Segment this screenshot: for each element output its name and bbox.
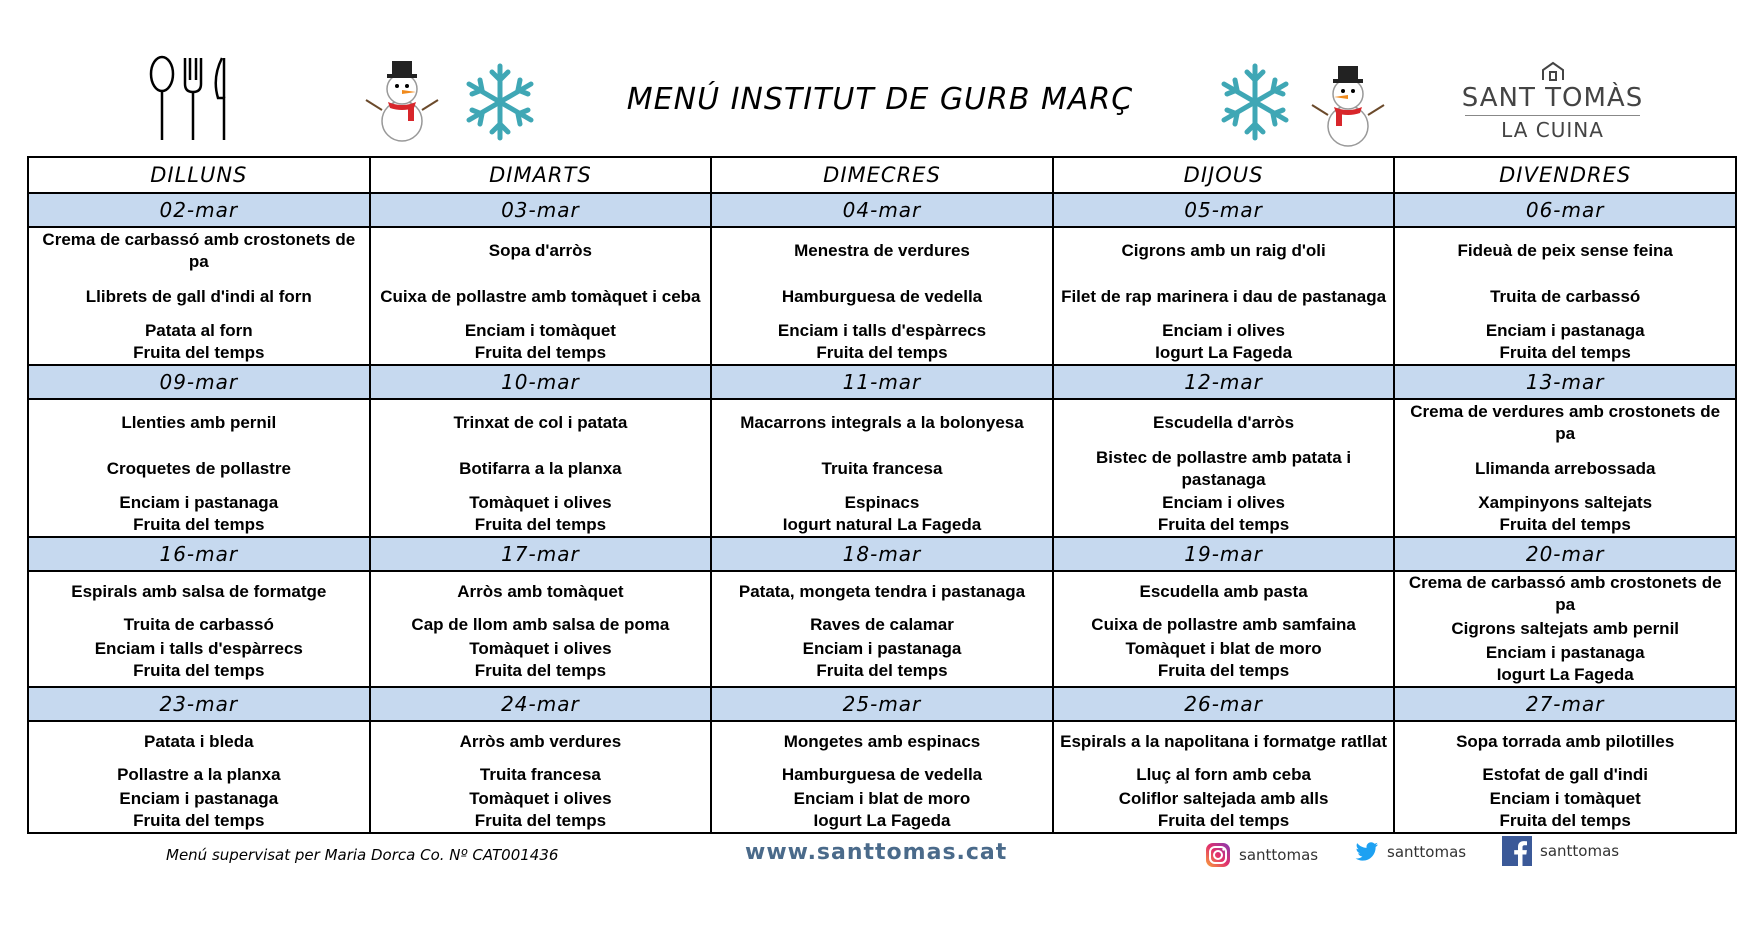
dish-d4: Fruita del temps bbox=[816, 661, 948, 680]
dish-d1: Sopa torrada amb pilotilles bbox=[1456, 732, 1675, 751]
dish-d2: Pollastre a la planxa bbox=[117, 765, 281, 784]
snowflake-icon bbox=[1215, 62, 1295, 142]
meal-cell bbox=[711, 399, 1053, 537]
supervision-note: Menú supervisat per Maria Dorca Co. Nº CAT001436 bbox=[166, 846, 559, 864]
date-cell: 27-mar bbox=[1394, 687, 1736, 721]
twitter-icon bbox=[1355, 842, 1379, 862]
dish-d4: Fruita del temps bbox=[474, 811, 607, 830]
meal-cell bbox=[711, 571, 1053, 687]
instagram-link[interactable] bbox=[1205, 842, 1318, 868]
dish-d3: Tomàquet i olives bbox=[469, 639, 612, 658]
dish-d1: Trinxat de col i patata bbox=[453, 413, 628, 432]
meal-cell bbox=[28, 571, 370, 687]
dish-d2: Hamburguesa de vedella bbox=[781, 287, 983, 306]
day-header: DIVENDRES bbox=[1394, 157, 1736, 193]
brand-name: SANT TOMÀS bbox=[1461, 83, 1644, 113]
dish-d1: Cigrons amb un raig d'oli bbox=[1121, 241, 1326, 260]
dish-d3: Enciam i blat de moro bbox=[793, 789, 971, 808]
dish-d3: Enciam i olives bbox=[1162, 493, 1285, 512]
dish-d1: Espirals amb salsa de formatge bbox=[71, 582, 327, 601]
instagram-handle: santtomas bbox=[1239, 846, 1319, 864]
meal-cell bbox=[370, 721, 712, 833]
date-cell: 23-mar bbox=[28, 687, 370, 721]
dish-d1: Llenties amb pernil bbox=[121, 413, 277, 432]
brand-logo bbox=[1455, 55, 1650, 145]
dish-d4: Iogurt La Fageda bbox=[813, 811, 951, 830]
dish-d2: Filet de rap marinera i dau de pastanaga bbox=[1061, 287, 1387, 306]
dish-d1: Arròs amb tomàquet bbox=[457, 582, 624, 601]
dish-d1: Arròs amb verdures bbox=[459, 732, 622, 751]
brand-divider bbox=[1465, 115, 1640, 116]
twitter-handle: santtomas bbox=[1387, 843, 1467, 861]
dish-d1: Crema de carbassó amb crostonets de pa bbox=[42, 230, 356, 271]
meal-cell bbox=[1053, 571, 1395, 687]
dish-d2: Estofat de gall d'indi bbox=[1482, 765, 1648, 784]
meal-cell bbox=[1394, 721, 1736, 833]
dish-d1: Sopa d'arròs bbox=[488, 241, 593, 260]
dish-d3: Enciam i tomàquet bbox=[1489, 789, 1641, 808]
meal-row bbox=[28, 571, 1736, 687]
instagram-icon bbox=[1205, 842, 1231, 868]
dish-d3: Tomàquet i olives bbox=[469, 789, 612, 808]
dish-d3: Xampinyons saltejats bbox=[1478, 493, 1653, 512]
dish-d4: Iogurt La Fageda bbox=[1496, 665, 1634, 684]
date-cell: 19-mar bbox=[1053, 537, 1395, 571]
dish-d2: Botifarra a la planxa bbox=[459, 459, 622, 478]
dish-d2: Hamburguesa de vedella bbox=[781, 765, 983, 784]
date-cell: 26-mar bbox=[1053, 687, 1395, 721]
dish-d2: Raves de calamar bbox=[810, 615, 954, 634]
dish-d2: Croquetes de pollastre bbox=[106, 459, 291, 478]
day-header-row bbox=[28, 157, 1736, 193]
date-cell: 03-mar bbox=[370, 193, 712, 227]
dish-d2: Truita francesa bbox=[821, 459, 943, 478]
dish-d1: Espirals a la napolitana i formatge ratllat bbox=[1060, 732, 1388, 751]
meal-row bbox=[28, 399, 1736, 537]
dish-d2: Bistec de pollastre amb patata i pastanaga bbox=[1096, 448, 1352, 489]
dish-d2: Truita de carbassó bbox=[123, 615, 274, 634]
dish-d4: Fruita del temps bbox=[474, 661, 607, 680]
meal-row bbox=[28, 227, 1736, 365]
dish-d2: Truita francesa bbox=[479, 765, 601, 784]
dish-d4: Fruita del temps bbox=[1499, 811, 1631, 830]
dish-d3: Patata al forn bbox=[144, 321, 253, 340]
cutlery-icon bbox=[140, 50, 255, 145]
date-row bbox=[28, 193, 1736, 227]
meal-cell bbox=[1394, 399, 1736, 537]
dish-d2: Lluç al forn amb ceba bbox=[1136, 765, 1311, 784]
meal-cell bbox=[1053, 721, 1395, 833]
dish-d3: Enciam i pastanaga bbox=[1485, 643, 1645, 662]
meal-cell bbox=[28, 227, 370, 365]
date-row bbox=[28, 687, 1736, 721]
facebook-icon bbox=[1502, 836, 1532, 866]
twitter-link[interactable] bbox=[1355, 842, 1466, 862]
dish-d4: Fruita del temps bbox=[1157, 811, 1290, 830]
date-row bbox=[28, 537, 1736, 571]
dish-d3: Tomàquet i olives bbox=[469, 493, 612, 512]
dish-d4: Fruita del temps bbox=[1157, 661, 1290, 680]
dish-d1: Macarrons integrals a la bolonyesa bbox=[740, 413, 1024, 432]
dish-d4: Fruita del temps bbox=[133, 811, 265, 830]
date-cell: 02-mar bbox=[28, 193, 370, 227]
dish-d3: Enciam i talls d'espàrrecs bbox=[94, 639, 303, 658]
meal-cell bbox=[1394, 227, 1736, 365]
meal-cell bbox=[28, 721, 370, 833]
dish-d1: Patata, mongeta tendra i pastanaga bbox=[738, 582, 1026, 601]
day-header: DIMECRES bbox=[711, 157, 1053, 193]
dish-d3: Tomàquet i blat de moro bbox=[1125, 639, 1322, 658]
dish-d1: Patata i bleda bbox=[143, 732, 254, 751]
date-cell: 17-mar bbox=[370, 537, 712, 571]
dish-d1: Crema de verdures amb crostonets de pa bbox=[1410, 402, 1721, 443]
menu-table bbox=[27, 156, 1737, 834]
date-cell: 20-mar bbox=[1394, 537, 1736, 571]
dish-d4: Fruita del temps bbox=[133, 343, 265, 362]
date-cell: 25-mar bbox=[711, 687, 1053, 721]
house-roof-icon bbox=[1541, 61, 1565, 81]
dish-d1: Crema de carbassó amb crostonets de pa bbox=[1408, 573, 1722, 614]
dish-d1: Mongetes amb espinacs bbox=[783, 732, 981, 751]
date-cell: 24-mar bbox=[370, 687, 712, 721]
date-cell: 09-mar bbox=[28, 365, 370, 399]
day-header: DIJOUS bbox=[1053, 157, 1395, 193]
date-cell: 18-mar bbox=[711, 537, 1053, 571]
dish-d4: Iogurt natural La Fageda bbox=[782, 515, 982, 534]
dish-d2: Llimanda arrebossada bbox=[1474, 459, 1656, 478]
dish-d1: Fideuà de peix sense feina bbox=[1457, 241, 1673, 260]
meal-cell bbox=[711, 721, 1053, 833]
dish-d2: Cuixa de pollastre amb samfaina bbox=[1091, 615, 1356, 634]
day-header: DILLUNS bbox=[28, 157, 370, 193]
dish-d4: Fruita del temps bbox=[474, 343, 607, 362]
date-cell: 13-mar bbox=[1394, 365, 1736, 399]
website-link[interactable]: www.santtomas.cat bbox=[745, 840, 1008, 865]
date-row bbox=[28, 365, 1736, 399]
dish-d3: Enciam i tomàquet bbox=[464, 321, 616, 340]
dish-d3: Enciam i talls d'espàrrecs bbox=[777, 321, 987, 340]
date-cell: 10-mar bbox=[370, 365, 712, 399]
snowman-icon bbox=[1308, 60, 1388, 150]
dish-d2: Truita de carbassó bbox=[1490, 287, 1641, 306]
dish-d4: Fruita del temps bbox=[1499, 515, 1631, 534]
meal-cell bbox=[370, 399, 712, 537]
meal-cell bbox=[1394, 571, 1736, 687]
meal-cell bbox=[370, 227, 712, 365]
dish-d3: Enciam i olives bbox=[1162, 321, 1285, 340]
dish-d4: Fruita del temps bbox=[133, 515, 265, 534]
meal-cell bbox=[1053, 227, 1395, 365]
dish-d2: Cuixa de pollastre amb tomàquet i ceba bbox=[380, 287, 701, 306]
meal-cell bbox=[1053, 399, 1395, 537]
day-header: DIMARTS bbox=[370, 157, 712, 193]
page-title: MENÚ INSTITUT DE GURB MARÇ bbox=[626, 82, 1134, 117]
dish-d1: Escudella amb pasta bbox=[1139, 582, 1308, 601]
dish-d3: Coliflor saltejada amb alls bbox=[1118, 789, 1329, 808]
dish-d4: Iogurt La Fageda bbox=[1155, 343, 1293, 362]
date-cell: 16-mar bbox=[28, 537, 370, 571]
date-cell: 05-mar bbox=[1053, 193, 1395, 227]
brand-subtitle: LA CUINA bbox=[1501, 118, 1604, 142]
dish-d2: Llibrets de gall d'indi al forn bbox=[85, 287, 312, 306]
facebook-link[interactable] bbox=[1502, 836, 1619, 866]
snowman-icon bbox=[362, 55, 442, 145]
meal-row bbox=[28, 721, 1736, 833]
facebook-handle: santtomas bbox=[1540, 842, 1620, 860]
meal-cell bbox=[370, 571, 712, 687]
dish-d1: Escudella d'arròs bbox=[1153, 413, 1295, 432]
dish-d1: Menestra de verdures bbox=[794, 241, 970, 260]
dish-d4: Fruita del temps bbox=[1157, 515, 1290, 534]
date-cell: 12-mar bbox=[1053, 365, 1395, 399]
dish-d2: Cap de llom amb salsa de poma bbox=[411, 615, 670, 634]
dish-d3: Enciam i pastanaga bbox=[802, 639, 962, 658]
dish-d3: Enciam i pastanaga bbox=[119, 493, 279, 512]
dish-d2: Cigrons saltejats amb pernil bbox=[1451, 619, 1680, 638]
dish-d3: Enciam i pastanaga bbox=[1485, 321, 1645, 340]
dish-d3: Enciam i pastanaga bbox=[119, 789, 279, 808]
dish-d4: Fruita del temps bbox=[816, 343, 948, 362]
dish-d4: Fruita del temps bbox=[474, 515, 607, 534]
meal-cell bbox=[28, 399, 370, 537]
snowflake-icon bbox=[460, 62, 540, 142]
date-cell: 11-mar bbox=[711, 365, 1053, 399]
dish-d4: Fruita del temps bbox=[133, 661, 265, 680]
dish-d4: Fruita del temps bbox=[1499, 343, 1631, 362]
meal-cell bbox=[711, 227, 1053, 365]
date-cell: 06-mar bbox=[1394, 193, 1736, 227]
date-cell: 04-mar bbox=[711, 193, 1053, 227]
dish-d3: Espinacs bbox=[844, 493, 920, 512]
